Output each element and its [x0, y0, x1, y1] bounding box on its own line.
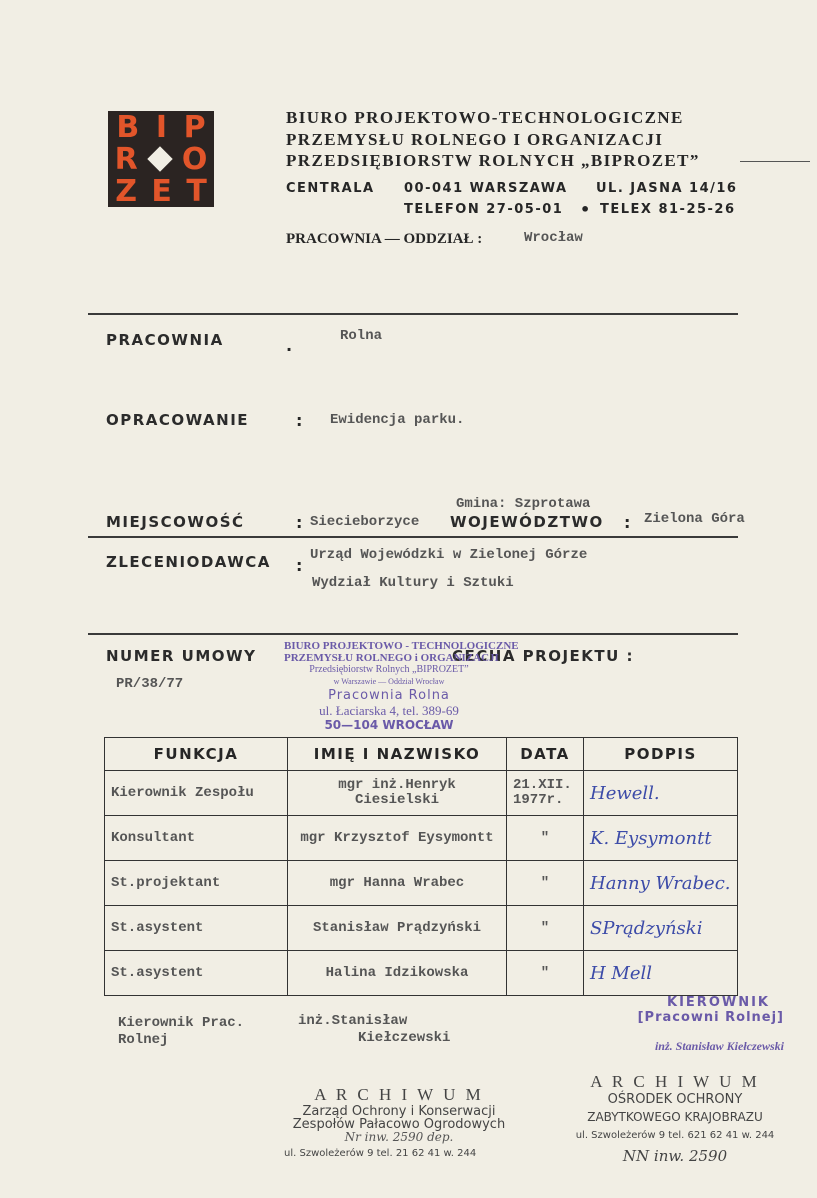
funkcja-cell: St.projektant	[105, 861, 288, 906]
kierownik-role: Kierownik Prac. Rolnej	[118, 1015, 245, 1048]
name-cell: mgr Krzysztof Eysymontt	[288, 816, 507, 861]
miejscowosc-label: MIEJSCOWOŚĆ	[106, 513, 245, 531]
stamp-line: KIEROWNIK	[667, 995, 770, 1010]
kierownik-name-line1: inż.Stanisław	[298, 1013, 408, 1029]
wojewodztwo-value: Zielona Góra	[644, 511, 745, 527]
name-cell: Halina Idzikowska	[288, 951, 507, 996]
date-cell: "	[507, 861, 584, 906]
zleceniodawca-line2: Wydział Kultury i Sztuki	[312, 575, 514, 591]
telefon: TELEFON 27-05-01	[404, 202, 564, 217]
stamp-line: Przedsiębiorstw Rolnych „BIPROZET”	[309, 664, 469, 675]
archiwum-line: Zarząd Ochrony i Konserwacji	[302, 1104, 496, 1119]
date-cell: "	[507, 816, 584, 861]
stamp-line: 50—104 WROCŁAW	[324, 718, 454, 732]
header-funkcja: FUNKCJA	[105, 738, 288, 771]
colon: :	[296, 556, 303, 575]
stamp-line: BIURO PROJEKTOWO - TECHNOLOGICZNE	[284, 640, 519, 652]
org-name-line2: PRZEMYSŁU ROLNEGO I ORGANIZACJI	[286, 130, 664, 149]
archiwum-stamp-right	[565, 1072, 785, 1164]
stamp-line: w Warszawie — Oddział Wrocław	[333, 677, 445, 686]
archiwum-title: A R C H I W U M	[314, 1085, 484, 1104]
pracownia-oddzial-label: PRACOWNIA — ODDZIAŁ :	[286, 231, 483, 247]
colon: :	[624, 513, 631, 532]
header-data: DATA	[507, 738, 584, 771]
funkcja-cell: St.asystent	[105, 906, 288, 951]
gmina-value: Gmina: Szprotawa	[456, 496, 591, 512]
zleceniodawca-label: ZLECENIODAWCA	[106, 553, 271, 571]
logo-letter: B	[116, 109, 140, 145]
pracownia-oddzial-value: Wrocław	[524, 230, 583, 246]
table-row	[105, 771, 738, 816]
archiwum-title: A R C H I W U M	[590, 1072, 760, 1091]
centrala-address: 00-041 WARSZAWA	[404, 181, 568, 196]
letterhead-rule	[740, 161, 810, 162]
miejscowosc-value: Siecieborzyce	[310, 514, 420, 530]
table-row	[105, 861, 738, 906]
org-name-line1: BIURO PROJEKTOWO-TECHNOLOGICZNE	[286, 108, 684, 127]
logo-letter: Z	[115, 173, 137, 209]
opracowanie-value: Ewidencja parku.	[330, 412, 465, 428]
divider	[88, 313, 738, 315]
archiwum-line: ZABYTKOWEGO KRAJOBRAZU	[587, 1110, 763, 1124]
office-stamp	[284, 640, 519, 732]
colon: :	[296, 411, 303, 430]
logo-letter: T	[186, 173, 207, 209]
header-imie-nazwisko: IMIĘ I NAZWISKO	[288, 738, 507, 771]
stamp-line: Pracownia Rolna	[328, 688, 450, 703]
numer-umowy-value: PR/38/77	[116, 676, 184, 692]
stamp-line: PRZEMYSŁU ROLNEGO i ORGANIZACJI	[284, 652, 499, 664]
numer-umowy-label: NUMER UMOWY	[106, 647, 257, 665]
name-cell: mgr Hanna Wrabec	[288, 861, 507, 906]
bullet-separator: •	[580, 200, 592, 219]
kierownik-name-line2: Kiełczewski	[358, 1030, 451, 1046]
table-row	[105, 906, 738, 951]
logo-letter: E	[151, 173, 172, 209]
cecha-projektu-label: CECHA PROJEKTU :	[452, 647, 635, 665]
stamp-line: ul. Łaciarska 4, tel. 389-69	[319, 703, 459, 718]
colon: :	[296, 513, 303, 532]
archiwum-stamp-left	[284, 1085, 514, 1160]
table-row	[105, 951, 738, 996]
signature: Hanny Wrabec.	[584, 861, 738, 906]
archiwum-line: ul. Szwoleżerów 9 tel. 621 62 41 w. 244	[575, 1130, 775, 1141]
org-name-line3: PRZEDSIĘBIORSTW ROLNYCH „BIPROZET”	[286, 151, 700, 170]
kierownik-stamp	[604, 995, 784, 1054]
signature: SPrądzyński	[584, 906, 738, 951]
date-cell: "	[507, 951, 584, 996]
pracownia-value: Rolna	[340, 328, 383, 344]
divider	[88, 536, 738, 538]
archiwum-line: OŚRODEK OCHRONY	[607, 1092, 743, 1107]
wojewodztwo-label: WOJEWÓDZTWO	[450, 513, 604, 531]
archiwum-line: ul. Szwoleżerów 9 tel. 21 62 41 w. 244	[284, 1148, 477, 1159]
archiwum-line: Zespołów Pałacowo Ogrodowych	[292, 1117, 506, 1132]
logo-letter: I	[155, 109, 167, 145]
telex: TELEX 81-25-26	[600, 202, 736, 217]
signature: H Mell	[584, 951, 738, 996]
table-row	[105, 816, 738, 861]
stamp-line: inż. Stanisław Kiełczewski	[654, 1039, 784, 1053]
signature: K. Eysymontt	[584, 816, 738, 861]
funkcja-cell: Kierownik Zespołu	[105, 771, 288, 816]
centrala-label: CENTRALA	[286, 181, 375, 196]
name-cell: mgr inż.Henryk Ciesielski	[288, 771, 507, 816]
stamp-line: [Pracowni Rolnej]	[637, 1010, 784, 1025]
logo-diamond-icon	[147, 146, 172, 171]
logo-letter: O	[181, 141, 208, 177]
colon: .	[286, 336, 293, 355]
name-cell: Stanisław Prądzyński	[288, 906, 507, 951]
zleceniodawca-line1: Urząd Wojewódzki w Zielonej Górze	[310, 547, 588, 563]
signature: Hewell.	[584, 771, 738, 816]
funkcja-cell: St.asystent	[105, 951, 288, 996]
divider	[88, 633, 738, 635]
header-podpis: PODPIS	[584, 738, 738, 771]
biprozet-logo	[108, 111, 214, 207]
funkcja-cell: Konsultant	[105, 816, 288, 861]
date-cell: "	[507, 906, 584, 951]
archiwum-inventory: NN inw. 2590	[622, 1147, 728, 1165]
team-table	[104, 737, 738, 996]
opracowanie-label: OPRACOWANIE	[106, 411, 250, 429]
logo-letter: R	[114, 141, 138, 177]
date-cell: 21.XII. 1977r.	[507, 771, 584, 816]
pracownia-label: PRACOWNIA	[106, 331, 224, 349]
table-header-row	[105, 738, 738, 771]
archiwum-inventory: Nr inw. 2590 dep.	[344, 1130, 454, 1144]
street-address: UL. JASNA 14/16	[596, 181, 738, 196]
logo-letter: P	[183, 109, 206, 145]
